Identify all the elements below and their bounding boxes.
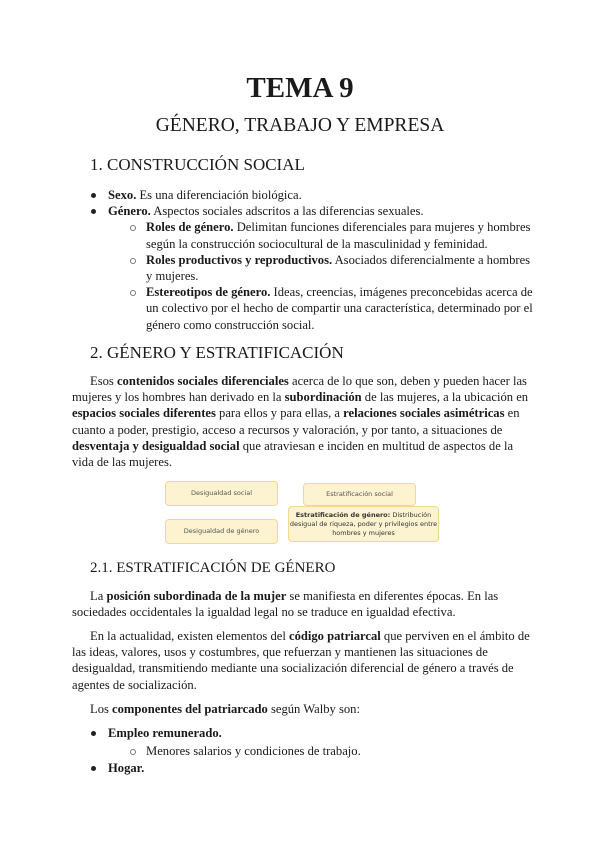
bold-text: Hogar. — [108, 761, 145, 775]
text: acerca de lo que son, deben y pueden hacer las mujeres y los hombres han derivado en la — [72, 374, 527, 405]
list-item — [72, 760, 542, 778]
list-item — [72, 725, 542, 743]
bold-text: relaciones sociales asimétricas — [343, 406, 505, 421]
bold-text: Roles productivos y reproductivos. — [146, 252, 333, 267]
section-1-list — [72, 187, 542, 333]
section-2-1-paragraph-3 — [72, 701, 534, 717]
bold-text: posición subordinada de la mujer — [106, 589, 287, 603]
diagram-box-label: Estratificación de género: — [295, 510, 391, 519]
text: de las mujeres, a la ubicación en — [361, 390, 529, 405]
section-2-1-paragraph-2 — [72, 628, 534, 693]
list-item — [72, 203, 542, 219]
text: La — [90, 589, 107, 603]
list-item — [72, 219, 536, 251]
text: en cuanto a poder, prestigio, acceso a recursos y valoración, y por tanto, a situaciones de — [72, 406, 520, 437]
text: que perviven en el ámbito de las ideas, valores, usos y costumbres, que refuerzan y mantienen las situaciones de desigualdad, transmitiendo mediante una socialización diferencial de género a través de agentes de socialización. — [72, 629, 530, 692]
patriarchy-components-list — [72, 725, 542, 778]
bold-text: Estereotipos de género. — [146, 285, 271, 300]
bold-text: espacios sociales diferentes — [72, 406, 216, 421]
list-item — [72, 743, 536, 761]
list-item — [72, 284, 536, 333]
bold-text: código patriarcal — [288, 629, 381, 643]
text: En la actualidad, existen elementos del — [90, 629, 289, 643]
text: Aspectos sociales adscritos a las diferencias sexuales. — [150, 204, 424, 219]
bold-text: componentes del patriarcado — [112, 702, 268, 716]
section-2-1-heading: 2.1. ESTRATIFICACIÓN DE GÉNERO — [90, 560, 336, 576]
text: Es una diferenciación biológica. — [136, 188, 302, 202]
text: se manifiesta en diferentes épocas. En las sociedades occidentales la igualdad legal no se traduce en igualdad efectiva. — [72, 589, 499, 620]
section-2-heading: 2. GÉNERO Y ESTRATIFICACIÓN — [90, 343, 344, 362]
text: según Walby son: — [267, 702, 360, 716]
bold-text: Sexo. — [108, 188, 137, 202]
document-title: TEMA 9 — [246, 72, 354, 104]
diagram-box-estratificacion-genero — [288, 506, 439, 542]
list-item — [72, 252, 536, 284]
text: que atraviesan e inciden en multitud de aspectos de la vida de las mujeres. — [72, 438, 514, 470]
diagram-box-text: Distribución desigual de riqueza, poder y privilegios entre hombres y mujeres — [289, 510, 438, 537]
document-subtitle: GÉNERO, TRABAJO Y EMPRESA — [155, 115, 445, 136]
bold-text: desventaja y desigualdad social — [72, 438, 240, 453]
section-2-1-paragraph-1 — [72, 588, 534, 620]
section-2-paragraph — [72, 373, 534, 470]
bold-text: Roles de género. — [146, 220, 234, 235]
text: Los — [90, 702, 113, 716]
bold-text: Género. — [108, 204, 151, 219]
text: Menores salarios y condiciones de trabajo. — [146, 743, 361, 758]
diagram-box-desigualdad-genero: Desigualdad de género — [165, 519, 278, 544]
diagram-box-desigualdad-social: Desigualdad social — [165, 481, 278, 506]
bold-text: contenidos sociales diferenciales — [116, 374, 289, 388]
text: para ellos y para ellas, a — [215, 406, 344, 421]
text: Delimitan funciones diferenciales para mujeres y hombres según la construcción sociocultural de la masculinidad y feminidad. — [146, 220, 531, 251]
text: Asociados diferencialmente a hombres y mujeres. — [146, 252, 531, 284]
diagram-box-estratificacion-social: Estratificación social — [303, 483, 416, 506]
bold-text: subordinación — [284, 390, 362, 405]
text: Ideas, creencias, imágenes preconcebidas acerca de un colectivo por el hecho de compartir una característica, determinado por el género como construcción social. — [146, 285, 533, 332]
section-1-heading: 1. CONSTRUCCIÓN SOCIAL — [90, 155, 305, 174]
text: Esos — [90, 374, 117, 388]
list-item — [72, 187, 542, 203]
bold-text: Empleo remunerado. — [108, 726, 222, 740]
